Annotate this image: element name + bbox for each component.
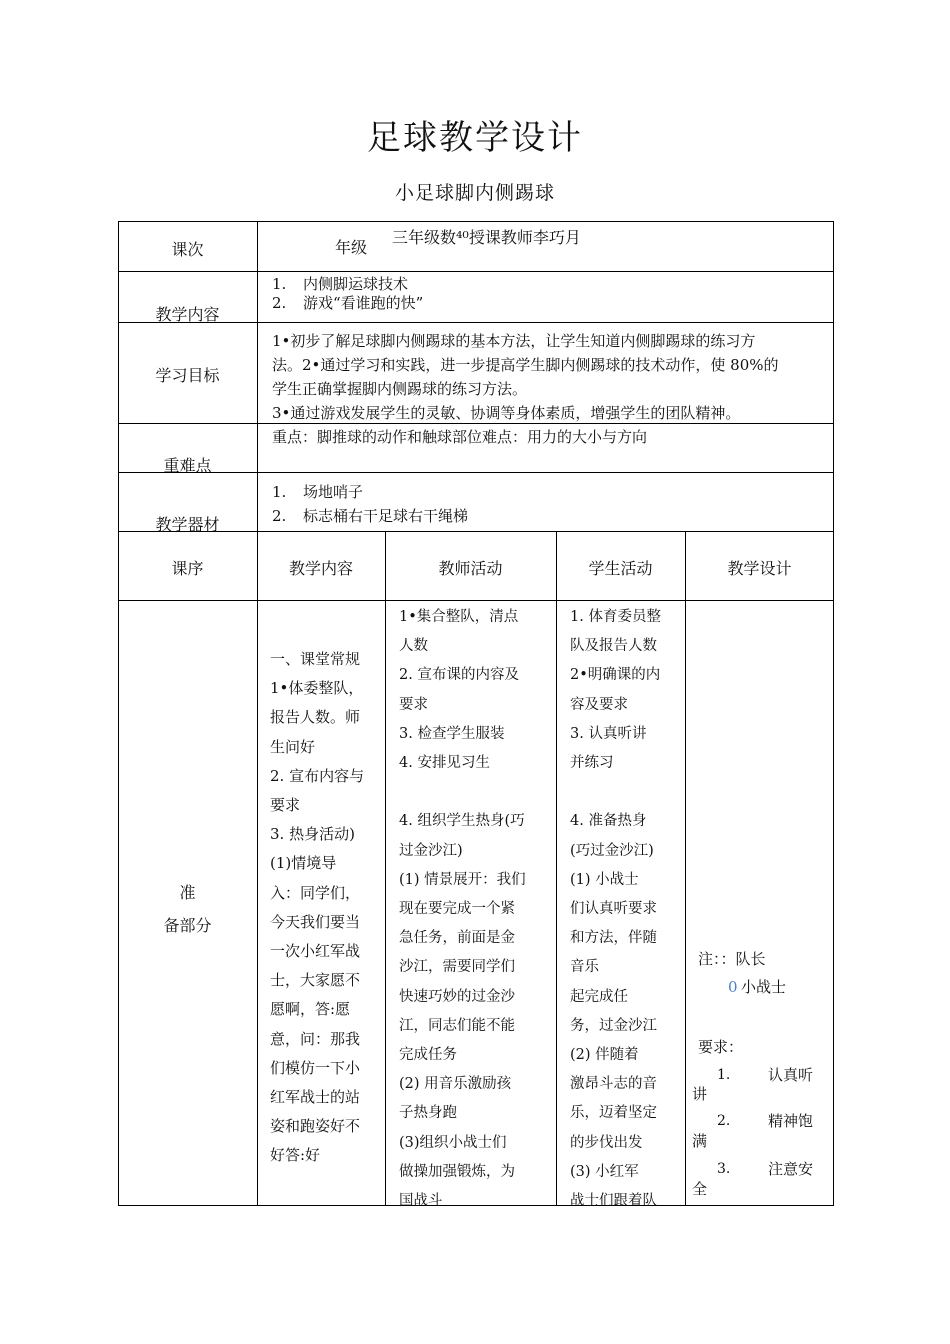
goal-line: 1•初步了解足球脚内侧踢球的基本方法，让学生知道内侧脚踢球的练习方: [272, 332, 756, 350]
content-line: 报告人数。师: [270, 708, 361, 727]
content-line: 生问好: [270, 737, 316, 756]
teacher-line: 2. 宣布课的内容及: [399, 667, 519, 684]
row-divider: [118, 600, 834, 601]
student-line: 3. 认真听讲: [570, 725, 647, 742]
student-line: (3) 小红军: [570, 1163, 639, 1180]
student-line: 起完成任: [570, 988, 628, 1005]
content-item: 内侧脚运球技术: [303, 275, 409, 293]
design-req-label: 要求：: [698, 1038, 744, 1056]
section-label: 备部分: [163, 916, 212, 935]
student-line: 们认真听要求: [570, 901, 657, 918]
content-item-num: 1.: [272, 275, 287, 293]
content-line: 们模仿一下小: [270, 1058, 361, 1077]
teacher-line: (1) 情景展开：我们: [399, 871, 526, 888]
equip-item-num: 2.: [272, 507, 287, 525]
teacher-line: 完成任务: [399, 1047, 457, 1064]
student-line: 激昂斗志的音: [570, 1076, 657, 1093]
student-line: 务，过金沙江: [570, 1017, 657, 1034]
content-line: 3. 热身活动): [270, 825, 355, 844]
content-line: 2. 宣布内容与: [270, 766, 365, 785]
col-divider: [385, 531, 386, 1206]
design-req-cont: 讲: [692, 1085, 708, 1103]
teacher-line: (3)组织小战士们: [399, 1134, 507, 1151]
content-line: 要求: [270, 796, 301, 815]
student-column: [570, 603, 661, 1216]
design-req-num: 3.: [717, 1161, 731, 1177]
teacher-line: 过金沙江): [399, 842, 463, 859]
content-line: (1)情境导: [270, 854, 337, 873]
student-line: 和方法，伴随: [570, 930, 657, 947]
teacher-line: [399, 778, 526, 807]
header-design: 教学设计: [727, 559, 792, 578]
student-line: (巧过金沙江): [570, 842, 654, 859]
header-student: 学生活动: [588, 559, 653, 578]
key-label: 重难点: [163, 456, 212, 475]
design-note: 注：：队长: [698, 950, 766, 968]
teacher-line: 江，同志们能不能: [399, 1017, 515, 1034]
teacher-line: 国战斗: [399, 1193, 443, 1210]
equip-label: 教学器材: [155, 515, 220, 534]
header-teacher: 教师活动: [438, 559, 503, 578]
content-label: 教学内容: [155, 305, 220, 324]
col-divider: [556, 531, 557, 1206]
col-divider: [257, 221, 258, 1206]
content-line: 好答:好: [270, 1146, 321, 1165]
teacher-line: 沙江，需要同学们: [399, 959, 515, 976]
teacher-line: 人数: [399, 638, 428, 655]
goal-line: 学生正确掌握脚内侧踢球的练习方法。: [272, 380, 528, 398]
grade-teacher-line: 三年级数⁴⁰授课教师李巧月: [392, 228, 581, 247]
student-line: 4. 准备热身: [570, 813, 647, 830]
content-item-num: 2.: [272, 294, 287, 312]
student-line: 1. 体育委员整: [570, 609, 661, 625]
teacher-line: (2) 用音乐激励孩: [399, 1076, 512, 1093]
goal-line: 法。2•通过学习和实践，进一步提高学生脚内侧踢球的技术动作，使 80%的: [272, 356, 779, 374]
student-line: 容及要求: [570, 696, 628, 713]
student-line: 的步伐出发: [570, 1134, 643, 1151]
teacher-line: 子热身跑: [399, 1105, 457, 1122]
teacher-line: 急任务，前面是金: [399, 930, 515, 947]
student-line: 2•明确课的内: [570, 667, 661, 684]
teacher-column: [399, 603, 526, 1216]
content-line: 一次小红军战: [270, 942, 361, 961]
section-label: 准: [179, 883, 196, 902]
student-line: 战士们跟着队: [570, 1193, 657, 1210]
student-line: 队及报告人数: [570, 638, 657, 655]
student-line: (1) 小战士: [570, 871, 639, 888]
teacher-line: 快速巧妙的过金沙: [399, 988, 515, 1005]
row-divider: [118, 271, 834, 272]
teacher-line: 现在要完成一个紧: [399, 901, 515, 918]
student-line: (2) 伴随着: [570, 1047, 639, 1064]
design-req-num: 2.: [717, 1113, 731, 1129]
design-req-cont: 全: [692, 1180, 708, 1198]
header-content: 教学内容: [288, 559, 353, 578]
teacher-line: 3. 检查学生服装: [399, 725, 505, 742]
col-divider: [685, 531, 686, 1206]
content-line: 红军战士的站: [270, 1088, 361, 1107]
content-line: 1•体委整队，: [270, 679, 364, 698]
teacher-line: 要求: [399, 696, 428, 713]
student-line: 音乐: [570, 959, 599, 976]
goal-label: 学习目标: [155, 366, 220, 385]
content-line: 入：同学们，: [270, 883, 361, 902]
design-req-text: 精神饱: [768, 1112, 814, 1130]
nianji-label: 年级: [335, 238, 368, 257]
design-zero: 0: [728, 978, 738, 996]
content-line: 姿和跑姿好不: [270, 1117, 361, 1136]
teacher-line: 4. 安排见习生: [399, 755, 490, 772]
equip-item-num: 1.: [272, 483, 287, 501]
key-text: 重点：脚推球的动作和触球部位难点：用力的大小与方向: [272, 428, 648, 446]
content-line: 士，大家愿不: [270, 971, 361, 990]
document-subtitle: 小足球脚内侧踢球: [394, 182, 555, 204]
content-line: 一、课堂常规: [270, 650, 361, 668]
teacher-line: 1•集合整队，清点: [399, 609, 519, 625]
student-line: 乐，迈着坚定: [570, 1105, 657, 1122]
design-req-text: 注意安: [768, 1160, 814, 1178]
goal-line: 3•通过游戏发展学生的灵敏、协调等身体素质，增强学生的团队精神。: [272, 404, 741, 422]
design-req-cont: 满: [692, 1132, 708, 1150]
content-line: 意，问：那我: [270, 1029, 361, 1048]
keci-label: 课次: [171, 240, 204, 259]
equip-item: 标志桶右干足球右干绳梯: [303, 507, 469, 525]
document-title: 足球教学设计: [367, 118, 583, 158]
student-line: [570, 778, 661, 807]
content-item: 游戏“看谁跑的快”: [303, 294, 424, 312]
design-soldier: 小战士: [741, 978, 787, 996]
design-req-num: 1.: [717, 1067, 731, 1083]
content-line: 今天我们要当: [270, 912, 361, 931]
content-line: 愿啊，答:愿: [270, 1000, 351, 1019]
teacher-line: 做操加强锻炼，为: [399, 1163, 515, 1180]
content-column: [270, 645, 364, 1171]
teacher-line: 4. 组织学生热身(巧: [399, 813, 525, 830]
student-line: 并练习: [570, 755, 614, 772]
equip-item: 场地哨子: [303, 483, 364, 501]
design-req-text: 认真听: [768, 1066, 814, 1084]
header-kexu: 课序: [171, 559, 204, 578]
